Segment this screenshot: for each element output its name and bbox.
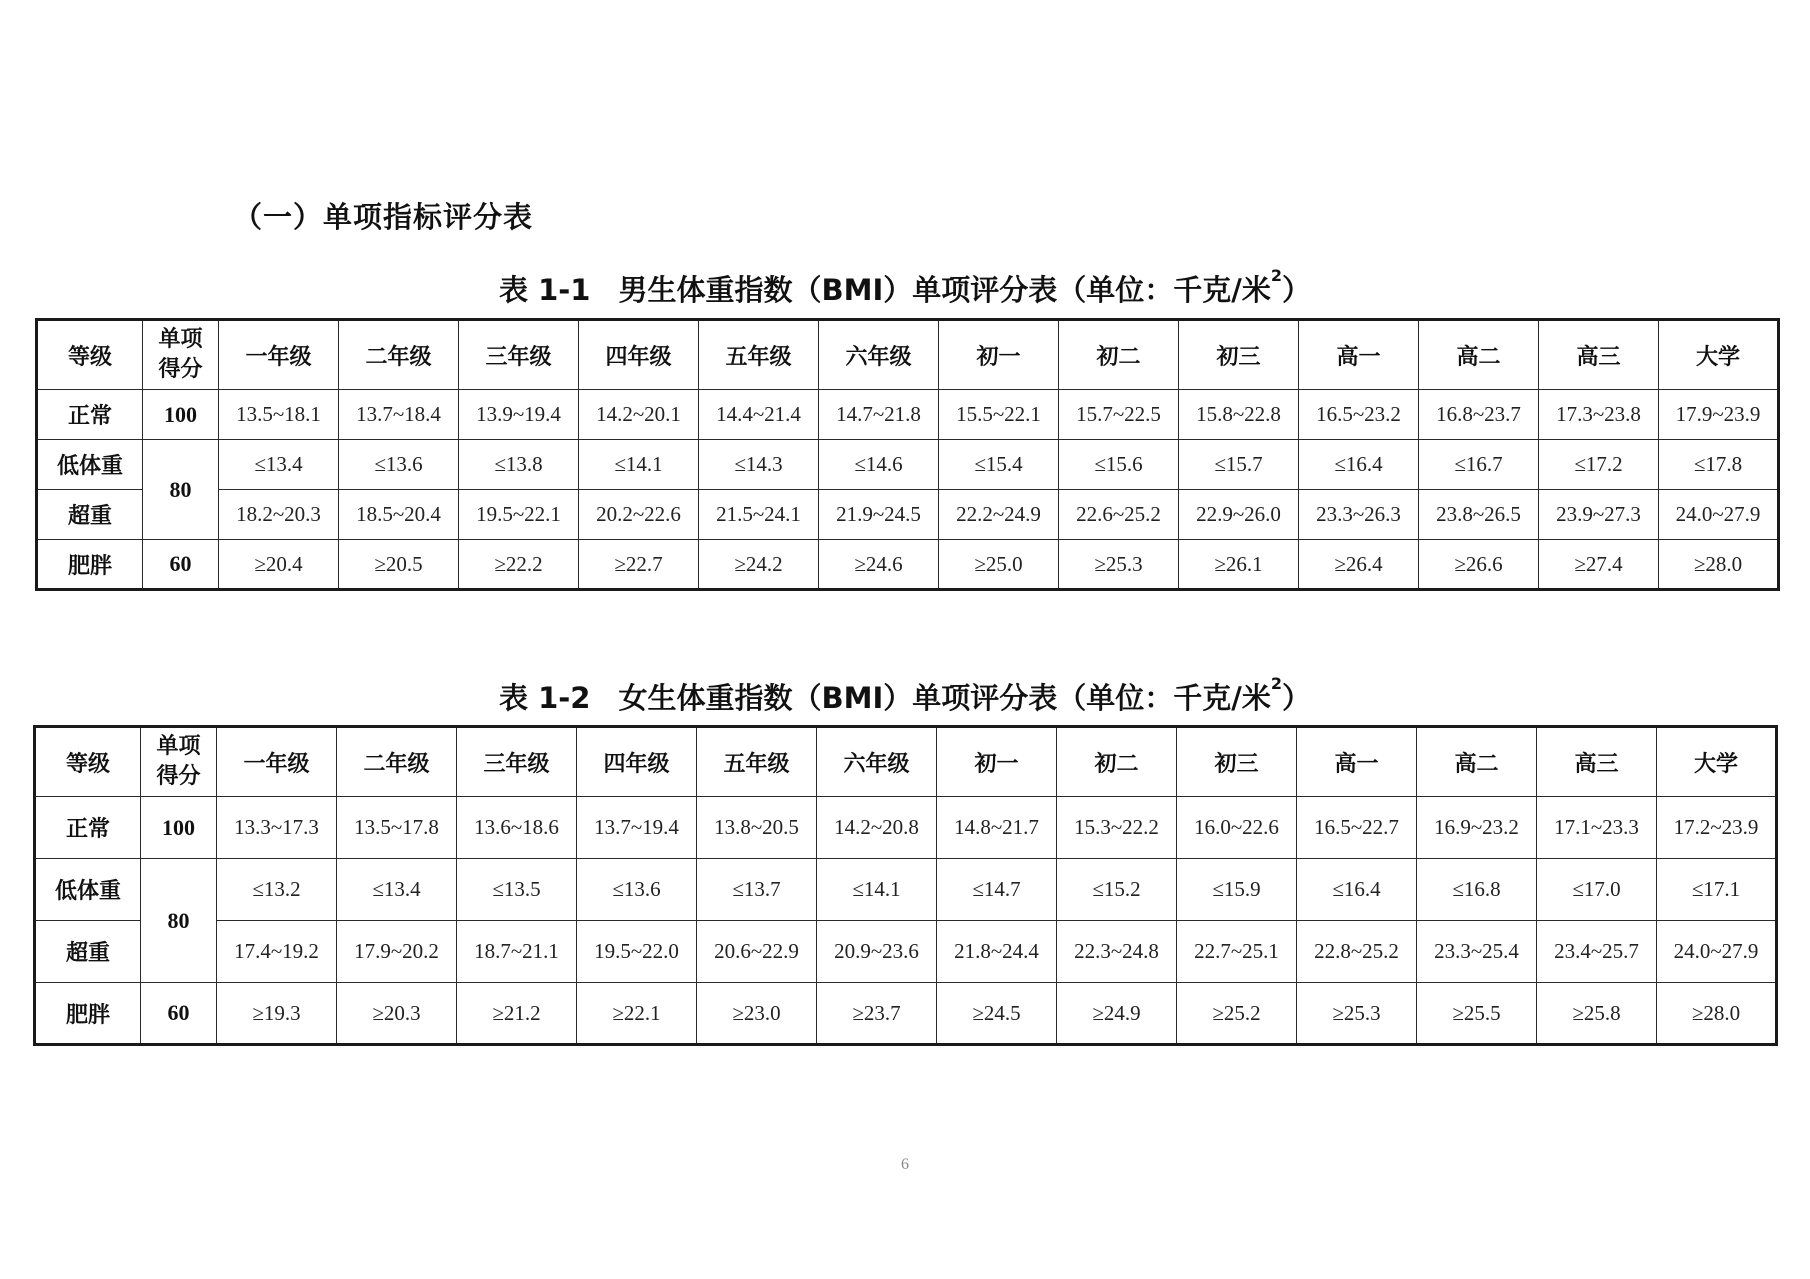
table-cell: ≤15.6 <box>1059 440 1179 490</box>
table-cell: ≥27.4 <box>1539 540 1659 590</box>
table-cell: ≥28.0 <box>1659 540 1779 590</box>
row-grade-label: 正常 <box>37 390 143 440</box>
table-cell: 23.3~26.3 <box>1299 490 1419 540</box>
row-grade-label: 肥胖 <box>37 540 143 590</box>
table-cell: 17.2~23.9 <box>1657 797 1777 859</box>
table-cell: ≤14.1 <box>817 859 937 921</box>
table-cell: ≥24.9 <box>1057 983 1177 1045</box>
table-cell: ≤13.8 <box>459 440 579 490</box>
header-group: 大学 <box>1657 727 1777 797</box>
table-cell: ≥25.8 <box>1537 983 1657 1045</box>
table-cell: 21.8~24.4 <box>937 921 1057 983</box>
table-2-caption-prefix: 表 1-2 <box>498 681 591 715</box>
header-group: 高一 <box>1297 727 1417 797</box>
table-cell: 13.6~18.6 <box>457 797 577 859</box>
row-grade-label: 肥胖 <box>35 983 141 1045</box>
table-row-underweight <box>37 440 1779 490</box>
table-cell: 22.9~26.0 <box>1179 490 1299 540</box>
table-cell: ≤15.9 <box>1177 859 1297 921</box>
table-cell: ≥24.2 <box>699 540 819 590</box>
table-cell: ≥22.2 <box>459 540 579 590</box>
table-cell: 23.4~25.7 <box>1537 921 1657 983</box>
table-cell: ≥24.5 <box>937 983 1057 1045</box>
header-group: 高二 <box>1417 727 1537 797</box>
table-cell: 21.9~24.5 <box>819 490 939 540</box>
table-cell: ≤13.4 <box>337 859 457 921</box>
header-group: 高一 <box>1299 320 1419 390</box>
header-group: 初一 <box>939 320 1059 390</box>
table-cell: 16.0~22.6 <box>1177 797 1297 859</box>
table-cell: ≤15.2 <box>1057 859 1177 921</box>
table-cell: 21.5~24.1 <box>699 490 819 540</box>
table-cell: ≤13.2 <box>217 859 337 921</box>
table-cell: ≥25.5 <box>1417 983 1537 1045</box>
table-row-normal <box>37 390 1779 440</box>
table-cell: 13.9~19.4 <box>459 390 579 440</box>
table-cell: 15.7~22.5 <box>1059 390 1179 440</box>
female-bmi-table <box>33 725 1778 1046</box>
header-group: 五年级 <box>697 727 817 797</box>
table-cell: 22.6~25.2 <box>1059 490 1179 540</box>
table-cell: 19.5~22.0 <box>577 921 697 983</box>
table-cell: ≤17.0 <box>1537 859 1657 921</box>
header-score <box>143 320 219 390</box>
row-grade-label: 超重 <box>37 490 143 540</box>
row-grade-label: 低体重 <box>35 859 141 921</box>
table-cell: 18.7~21.1 <box>457 921 577 983</box>
table-cell: 16.5~22.7 <box>1297 797 1417 859</box>
male-bmi-table <box>35 318 1780 591</box>
table-cell: 18.5~20.4 <box>339 490 459 540</box>
header-group: 四年级 <box>577 727 697 797</box>
table-row-underweight <box>35 859 1777 921</box>
header-grade: 等级 <box>37 320 143 390</box>
table-cell: ≥24.6 <box>819 540 939 590</box>
table-row-obese <box>37 540 1779 590</box>
table-cell: 22.3~24.8 <box>1057 921 1177 983</box>
table-cell: ≤17.1 <box>1657 859 1777 921</box>
table-cell: ≤13.4 <box>219 440 339 490</box>
table-cell: 13.5~18.1 <box>219 390 339 440</box>
header-score-line2: 得分 <box>158 357 203 382</box>
table-cell: ≥20.3 <box>337 983 457 1045</box>
header-group: 三年级 <box>459 320 579 390</box>
table-cell: 23.8~26.5 <box>1419 490 1539 540</box>
table-cell: 23.9~27.3 <box>1539 490 1659 540</box>
table-cell: 13.7~18.4 <box>339 390 459 440</box>
row-grade-label: 正常 <box>35 797 141 859</box>
table-row-normal <box>35 797 1777 859</box>
table-cell: 16.5~23.2 <box>1299 390 1419 440</box>
table-cell: ≥23.0 <box>697 983 817 1045</box>
table-cell: ≥25.3 <box>1059 540 1179 590</box>
table-cell: 13.8~20.5 <box>697 797 817 859</box>
row-grade-label: 低体重 <box>37 440 143 490</box>
table-cell: 20.9~23.6 <box>817 921 937 983</box>
row-score: 100 <box>141 797 217 859</box>
table-cell: 19.5~22.1 <box>459 490 579 540</box>
table-cell: ≥28.0 <box>1657 983 1777 1045</box>
table-cell: ≥23.7 <box>817 983 937 1045</box>
table-cell: ≤14.6 <box>819 440 939 490</box>
header-group: 二年级 <box>339 320 459 390</box>
table-cell: 22.7~25.1 <box>1177 921 1297 983</box>
table-cell: ≥22.7 <box>579 540 699 590</box>
table-cell: 23.3~25.4 <box>1417 921 1537 983</box>
table-cell: ≥25.3 <box>1297 983 1417 1045</box>
table-cell: ≤13.6 <box>577 859 697 921</box>
header-group: 大学 <box>1659 320 1779 390</box>
row-score: 100 <box>143 390 219 440</box>
header-group: 四年级 <box>579 320 699 390</box>
header-group: 初三 <box>1179 320 1299 390</box>
table-cell: 13.7~19.4 <box>577 797 697 859</box>
table-row-obese <box>35 983 1777 1045</box>
table-cell: ≤16.4 <box>1297 859 1417 921</box>
header-group: 六年级 <box>817 727 937 797</box>
header-group: 一年级 <box>219 320 339 390</box>
table-cell: ≤13.5 <box>457 859 577 921</box>
table-1-caption-title: 男生体重指数（BMI）单项评分表（单位：千克/米 <box>618 273 1271 307</box>
table-cell: ≥26.1 <box>1179 540 1299 590</box>
table-cell: ≤14.1 <box>579 440 699 490</box>
table-cell: ≤13.7 <box>697 859 817 921</box>
table-cell: ≥26.4 <box>1299 540 1419 590</box>
table-1-caption-suffix: ） <box>1281 273 1311 307</box>
header-group: 初二 <box>1059 320 1179 390</box>
table-cell: 14.2~20.1 <box>579 390 699 440</box>
table-cell: ≤16.8 <box>1417 859 1537 921</box>
table-cell: 15.8~22.8 <box>1179 390 1299 440</box>
table-cell: ≥25.2 <box>1177 983 1297 1045</box>
table-cell: ≥20.5 <box>339 540 459 590</box>
table-cell: 17.9~20.2 <box>337 921 457 983</box>
table-cell: 13.3~17.3 <box>217 797 337 859</box>
table-cell: ≥22.1 <box>577 983 697 1045</box>
table-1-caption-superscript: 2 <box>1270 266 1282 285</box>
table-cell: ≤14.7 <box>937 859 1057 921</box>
table-cell: 14.8~21.7 <box>937 797 1057 859</box>
table-2-caption-superscript: 2 <box>1270 674 1282 693</box>
table-header-row <box>37 320 1779 390</box>
table-cell: 15.5~22.1 <box>939 390 1059 440</box>
table-2-caption-title: 女生体重指数（BMI）单项评分表（单位：千克/米 <box>618 681 1271 715</box>
table-cell: 14.2~20.8 <box>817 797 937 859</box>
table-cell: 17.4~19.2 <box>217 921 337 983</box>
header-grade: 等级 <box>35 727 141 797</box>
table-cell: 13.5~17.8 <box>337 797 457 859</box>
table-2-caption-suffix: ） <box>1281 681 1311 715</box>
header-score-line1: 单项 <box>156 734 201 759</box>
table-cell: 20.6~22.9 <box>697 921 817 983</box>
table-cell: 18.2~20.3 <box>219 490 339 540</box>
row-grade-label: 超重 <box>35 921 141 983</box>
table-cell: 22.2~24.9 <box>939 490 1059 540</box>
table-1-caption-prefix: 表 1-1 <box>498 273 591 307</box>
table-cell: ≤13.6 <box>339 440 459 490</box>
table-cell: 24.0~27.9 <box>1657 921 1777 983</box>
section-heading: （一）单项指标评分表 <box>233 200 534 234</box>
table-cell: ≥21.2 <box>457 983 577 1045</box>
table-cell: ≤16.7 <box>1419 440 1539 490</box>
table-cell: 22.8~25.2 <box>1297 921 1417 983</box>
table-cell: 17.3~23.8 <box>1539 390 1659 440</box>
header-group: 初一 <box>937 727 1057 797</box>
table-cell: ≥25.0 <box>939 540 1059 590</box>
header-group: 高三 <box>1537 727 1657 797</box>
header-group: 高二 <box>1419 320 1539 390</box>
table-cell: ≤17.2 <box>1539 440 1659 490</box>
header-score <box>141 727 217 797</box>
table-cell: 15.3~22.2 <box>1057 797 1177 859</box>
header-group: 初三 <box>1177 727 1297 797</box>
header-score-line2: 得分 <box>156 764 201 789</box>
header-group: 三年级 <box>457 727 577 797</box>
header-group: 六年级 <box>819 320 939 390</box>
page-number: 6 <box>901 1156 909 1173</box>
row-score: 60 <box>143 540 219 590</box>
header-group: 初二 <box>1057 727 1177 797</box>
table-cell: 20.2~22.6 <box>579 490 699 540</box>
table-cell: ≤16.4 <box>1299 440 1419 490</box>
header-group: 高三 <box>1539 320 1659 390</box>
table-row-overweight <box>37 490 1779 540</box>
table-cell: ≥19.3 <box>217 983 337 1045</box>
header-group: 五年级 <box>699 320 819 390</box>
row-score: 60 <box>141 983 217 1045</box>
table-cell: 17.1~23.3 <box>1537 797 1657 859</box>
header-score-line1: 单项 <box>158 327 203 352</box>
table-cell: ≤15.7 <box>1179 440 1299 490</box>
row-score: 80 <box>141 859 217 983</box>
row-score: 80 <box>143 440 219 540</box>
table-header-row <box>35 727 1777 797</box>
table-cell: ≥20.4 <box>219 540 339 590</box>
table-cell: ≤14.3 <box>699 440 819 490</box>
table-cell: ≤15.4 <box>939 440 1059 490</box>
table-cell: 14.7~21.8 <box>819 390 939 440</box>
table-cell: ≤17.8 <box>1659 440 1779 490</box>
table-cell: 16.8~23.7 <box>1419 390 1539 440</box>
table-row-overweight <box>35 921 1777 983</box>
table-2-caption <box>0 676 1810 717</box>
table-cell: 14.4~21.4 <box>699 390 819 440</box>
table-cell: 16.9~23.2 <box>1417 797 1537 859</box>
table-cell: 17.9~23.9 <box>1659 390 1779 440</box>
table-cell: ≥26.6 <box>1419 540 1539 590</box>
table-cell: 24.0~27.9 <box>1659 490 1779 540</box>
table-1-caption <box>0 268 1810 309</box>
header-group: 二年级 <box>337 727 457 797</box>
header-group: 一年级 <box>217 727 337 797</box>
